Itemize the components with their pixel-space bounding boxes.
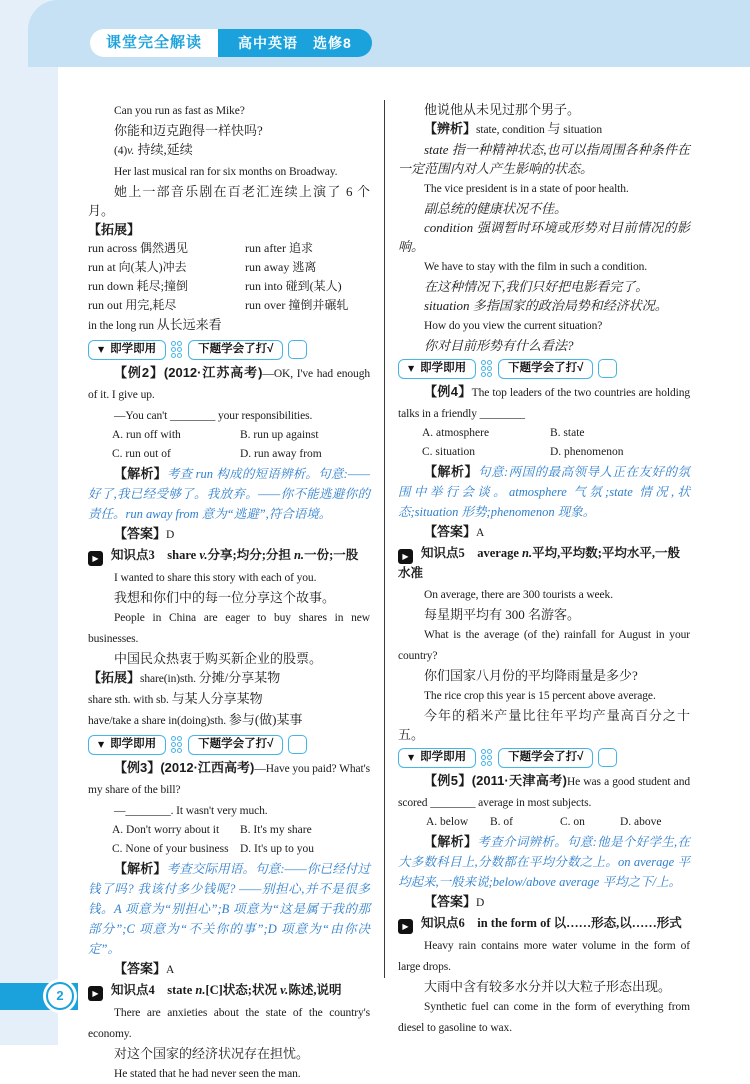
badge-series-title: 课堂完全解读 (90, 29, 218, 57)
text-segment: 【例2】(2012·江苏高考) (114, 365, 263, 380)
badge-subject-title: 高中英语 选修8 (218, 29, 372, 57)
perforation-dots-icon (481, 360, 493, 378)
play-icon: ▶ (398, 919, 413, 934)
banner-check-label: 下题学会了打√ (188, 340, 283, 360)
text-segment: 【答案】 (114, 526, 167, 541)
banner-prompt (88, 735, 166, 755)
text-segment: On average, there are 300 tourists a week. (424, 589, 613, 601)
text-segment: 你对目前形势有什么看法? (424, 338, 574, 353)
paragraph (88, 859, 370, 959)
paragraph (398, 771, 690, 813)
text-segment: share(in)sth. (140, 673, 199, 685)
paragraph (398, 605, 690, 624)
banner-prompt-label: 即学即用 (110, 343, 157, 355)
text-segment: There are anxieties about the state of the country's economy. (88, 1007, 370, 1040)
options-row (88, 445, 370, 464)
text-segment: —You can't ________ your responsibilities. (114, 410, 313, 422)
text-segment: 【辨析】 (424, 121, 477, 136)
options-row (88, 840, 370, 859)
paragraph (88, 1002, 370, 1044)
text-segment: 他说他从未见过那个男子。 (424, 102, 581, 117)
down-triangle-icon: ▼ (408, 364, 415, 373)
text-segment: 【解析】 (424, 464, 478, 479)
paragraph (88, 363, 370, 405)
phrase-pair-row (88, 296, 370, 315)
text-segment: D (166, 529, 175, 541)
text-segment: 知识点4 state (111, 983, 196, 997)
dot-icon (481, 755, 486, 760)
paragraph (398, 140, 690, 178)
left-margin-strip (0, 0, 58, 1045)
text-segment: People in China are eager to buy shares in new businesses. (88, 612, 370, 645)
text-segment: 我想和你们中的每一位分享这个故事。 (114, 590, 336, 605)
paragraph (88, 182, 370, 220)
play-icon: ▶ (398, 549, 413, 564)
dot-icon (171, 748, 176, 753)
banner-prompt-label: 即学即用 (110, 738, 157, 750)
paragraph (398, 277, 690, 296)
text-segment: We have to stay with the film in such a condition. (424, 261, 648, 273)
practice-checkbox[interactable] (598, 748, 617, 767)
text-segment: 对这个国家的经济状况存在担忧。 (114, 1046, 310, 1061)
paragraph (398, 624, 690, 666)
text-segment: 分摊/分享某物 (198, 670, 281, 685)
text-segment: n. (293, 548, 305, 562)
text-segment: 分享;均分;分担 (207, 548, 294, 562)
option-a: C. situation (422, 446, 476, 458)
option-b: B. run up against (240, 429, 319, 441)
practice-checkbox[interactable] (598, 359, 617, 378)
text-segment: condition 强调暂时环境或形势对目前情况的影响。 (398, 220, 690, 254)
paragraph (398, 522, 690, 543)
practice-banner (398, 747, 690, 768)
text-segment: 知识点5 average (421, 546, 523, 560)
paragraph (88, 758, 370, 800)
phrase-right: run into 碰到(某人) (245, 279, 342, 293)
text-segment: n. (195, 983, 206, 997)
paragraph (398, 462, 690, 522)
option-b: D. It's up to you (240, 843, 314, 855)
banner-prompt-label: 即学即用 (420, 751, 467, 763)
paragraph (398, 685, 690, 706)
paragraph (398, 256, 690, 277)
paragraph (398, 218, 690, 256)
play-icon: ▶ (88, 551, 103, 566)
paragraph (398, 977, 690, 996)
text-segment: 考查介词辨析。句意:他是个好学生,在大多数科目上,分数都在平均分数之上。on average 平均起来,一般来说;below/above average 平均之下/上。 (398, 835, 690, 889)
paragraph (88, 464, 370, 524)
paragraph (398, 832, 690, 892)
dot-icon (481, 372, 486, 377)
column-divider (384, 100, 385, 978)
text-segment: A (476, 527, 485, 539)
paragraph (398, 935, 690, 977)
phrase-pair-row (88, 277, 370, 296)
text-segment: 考查 run 构成的短语辨析。句意:——好了,我已经受够了。我放弃。——你不能逃避你的责任。run away from 意为“逃避”,符合语境。 (88, 467, 370, 521)
options-row (88, 821, 370, 840)
dot-icon (171, 742, 176, 747)
text-segment: 【例4】 (424, 384, 472, 399)
text-segment: 你能和迈克跑得一样快吗? (114, 123, 263, 138)
text-segment: 知识点3 share (111, 548, 200, 562)
right-column (398, 100, 690, 1038)
banner-prompt-label: 即学即用 (420, 362, 467, 374)
knowledge-point-heading (398, 544, 690, 583)
text-segment: 中国民众热衷于购买新企业的股票。 (114, 651, 323, 666)
banner-check-label: 下题学会了打√ (498, 748, 593, 768)
option-item: C. on (560, 816, 585, 828)
text-segment: 【拓展】 (88, 222, 141, 237)
paragraph (398, 199, 690, 218)
text-segment: 她上一部音乐剧在百老汇连续上演了 6 个月。 (88, 184, 370, 218)
dot-icon (481, 366, 486, 371)
paragraph (88, 710, 370, 731)
paragraph (88, 100, 370, 121)
text-segment: 【例5】(2011·天津高考) (424, 773, 567, 788)
banner-prompt (88, 340, 166, 360)
banner-prompt (398, 748, 476, 768)
phrase-pair-row (88, 258, 370, 277)
perforation-dots-icon (171, 736, 183, 754)
text-segment: v. (199, 548, 208, 562)
dot-icon (481, 749, 486, 754)
dot-icon (171, 736, 176, 741)
text-segment: —________. It wasn't very much. (114, 805, 268, 817)
text-segment: The top leaders of the two countries are holding talks in a friendly ________ (398, 387, 690, 420)
text-segment: 平均,平均数;平均水平,一般水准 (398, 546, 681, 580)
dot-icon (171, 353, 176, 358)
banner-check-label: 下题学会了打√ (188, 735, 283, 755)
paragraph (88, 1044, 370, 1063)
dot-icon (171, 347, 176, 352)
option-item: B. of (490, 816, 513, 828)
text-segment: (4) (114, 145, 128, 157)
paragraph (398, 315, 690, 336)
dot-icon (487, 755, 492, 760)
text-segment: 知识点6 in the form of (421, 916, 554, 930)
text-segment: state 指一种精神状态,也可以指周围各种条件在一定范围内对人产生影响的状态。 (398, 142, 690, 176)
knowledge-point-heading (88, 546, 370, 566)
text-segment: have/take a share in(doing)sth. (88, 715, 229, 727)
practice-banner (398, 358, 690, 379)
option-a: C. None of your business (112, 843, 229, 855)
text-segment: 持续,延续 (134, 142, 193, 157)
paragraph (88, 607, 370, 649)
phrase-left: run out 用完,耗尽 (88, 298, 177, 312)
banner-check-label: 下题学会了打√ (498, 359, 593, 379)
text-segment: 【答案】 (114, 961, 167, 976)
dot-icon (177, 353, 182, 358)
practice-checkbox[interactable] (288, 340, 307, 359)
paragraph (398, 382, 690, 424)
knowledge-point-heading (398, 914, 690, 934)
dot-icon (487, 366, 492, 371)
text-segment: —OK, I've had enough of it. I give up. (88, 368, 371, 401)
phrase-right: run over 撞倒并碾轧 (245, 298, 349, 312)
text-segment: 【解析】 (424, 834, 478, 849)
dot-icon (487, 749, 492, 754)
paragraph (88, 800, 370, 821)
dot-icon (481, 360, 486, 365)
paragraph (88, 405, 370, 426)
paragraph (88, 689, 370, 710)
text-segment: 在这种情况下,我们只好把电影看完了。 (424, 279, 649, 294)
paragraph (398, 892, 690, 913)
text-segment: 【答案】 (424, 524, 477, 539)
text-segment: 陈述,说明 (288, 983, 342, 997)
text-segment: 【解析】 (114, 466, 167, 481)
down-triangle-icon: ▼ (98, 345, 105, 354)
page-number: 2 (56, 988, 64, 1003)
options-row (398, 443, 690, 462)
option-b: B. state (550, 427, 585, 439)
text-segment: He was a good student and scored ________ average in most subjects. (398, 776, 690, 809)
text-segment: 副总统的健康状况不佳。 (424, 201, 568, 216)
down-triangle-icon: ▼ (408, 753, 415, 762)
paragraph (88, 668, 370, 689)
text-segment: 【解析】 (114, 861, 167, 876)
paragraph (398, 706, 690, 744)
option-item: D. above (620, 816, 662, 828)
options-row (398, 424, 690, 443)
option-a: C. run out of (112, 448, 171, 460)
left-column (88, 100, 370, 1084)
text-segment: v. (280, 983, 289, 997)
text-segment: Synthetic fuel can come in the form of everything from diesel to gasoline to wax. (398, 1001, 690, 1034)
option-b: D. run away from (240, 448, 322, 460)
text-segment: He stated that he had never seen the man. (114, 1068, 301, 1080)
dot-icon (177, 347, 182, 352)
dot-icon (487, 372, 492, 377)
text-segment: The rice crop this year is 15 percent above average. (424, 690, 656, 702)
dot-icon (177, 742, 182, 747)
paragraph (88, 959, 370, 980)
paragraph (88, 220, 370, 239)
text-segment: state, condition (476, 124, 548, 136)
text-segment: 大雨中含有较多水分并以大粒子形态出现。 (424, 979, 672, 994)
practice-checkbox[interactable] (288, 735, 307, 754)
text-segment: 你们国家八月份的平均降雨量是多少? (424, 668, 638, 683)
practice-banner (88, 734, 370, 755)
text-segment: —Have you paid? What's my share of the bill? (88, 763, 370, 796)
text-segment: 参与(做)某事 (228, 712, 303, 727)
option-a: A. run off with (112, 429, 181, 441)
paragraph (88, 315, 370, 336)
text-segment: What is the average (of the) rainfall for August in your country? (398, 629, 690, 662)
dot-icon (487, 761, 492, 766)
paragraph (398, 296, 690, 315)
dot-icon (177, 748, 182, 753)
option-b: D. phenomenon (550, 446, 624, 458)
paragraph (88, 588, 370, 607)
dot-icon (487, 360, 492, 365)
page-number-bar (0, 983, 78, 1010)
options-row (88, 426, 370, 445)
phrase-right: run away 逃离 (245, 260, 317, 274)
banner-prompt (398, 359, 476, 379)
option-b: B. It's my share (240, 824, 312, 836)
text-segment: The vice president is in a state of poor health. (424, 183, 629, 195)
dot-icon (177, 341, 182, 346)
play-icon: ▶ (88, 986, 103, 1001)
paragraph (88, 524, 370, 545)
paragraph (88, 140, 370, 161)
paragraph (88, 567, 370, 588)
text-segment: Can you run as fast as Mike? (114, 105, 245, 117)
options-row (398, 813, 690, 832)
option-a: A. atmosphere (422, 427, 490, 439)
phrase-left: run across 偶然遇见 (88, 241, 188, 255)
down-triangle-icon: ▼ (98, 740, 105, 749)
paragraph (398, 996, 690, 1038)
text-segment: 一份;一股 (304, 548, 359, 562)
text-segment: [C]状态;状况 (205, 983, 281, 997)
knowledge-point-heading (88, 981, 370, 1001)
paragraph (398, 336, 690, 355)
text-segment: Heavy rain contains more water volume in the form of large drops. (398, 940, 690, 973)
paragraph (398, 584, 690, 605)
dot-icon (177, 736, 182, 741)
option-item: A. below (426, 816, 469, 828)
practice-banner (88, 339, 370, 360)
perforation-dots-icon (171, 341, 183, 359)
dot-icon (481, 761, 486, 766)
paragraph (88, 121, 370, 140)
paragraph (398, 666, 690, 685)
text-segment: in the long run (88, 320, 157, 332)
paragraph (398, 178, 690, 199)
text-segment: situation (560, 124, 602, 136)
phrase-left: run at 向(某人)冲去 (88, 260, 187, 274)
text-segment: share sth. with sb. (88, 694, 172, 706)
book-badge (90, 29, 372, 57)
option-a: A. Don't worry about it (112, 824, 220, 836)
text-segment: 【拓展】 (88, 670, 141, 685)
text-segment: 考查交际用语。句意:——你已经付过钱了吗? 我该付多少钱呢? ——别担心,并不是很多钱。A 项意为“别担心”;B 项意为“这是属于我的那部分”;C 项意为“不关你的事”;D 项意为“由你决定”。 (88, 862, 370, 956)
text-segment: 以……形态,以……形式 (553, 916, 682, 930)
phrase-pair-row (88, 239, 370, 258)
text-segment: 与 (547, 121, 561, 136)
text-segment: D (476, 897, 485, 909)
perforation-dots-icon (481, 749, 493, 767)
text-segment: 句意:两国的最高领导人正在友好的氛围中举行会谈。atmosphere 气氛;state 情况,状态;situation 形势;phenomenon 现象。 (398, 465, 690, 519)
dot-icon (171, 341, 176, 346)
text-segment: Her last musical ran for six months on Broadway. (114, 166, 338, 178)
text-segment: v. (127, 145, 135, 157)
page-number-badge (46, 982, 74, 1010)
text-segment: 从长远来看 (156, 317, 222, 332)
text-segment: 【例3】(2012·江西高考) (114, 760, 255, 775)
text-segment: 每星期平均有 300 名游客。 (424, 607, 581, 622)
text-segment: A (166, 964, 175, 976)
text-segment: 【答案】 (424, 894, 477, 909)
text-segment: How do you view the current situation? (424, 320, 603, 332)
paragraph (398, 100, 690, 119)
text-segment: 今年的稻米产量比往年平均产量高百分之十五。 (398, 708, 690, 742)
text-segment: I wanted to share this story with each of you. (114, 572, 317, 584)
paragraph (88, 161, 370, 182)
text-segment: 与某人分享某物 (171, 691, 263, 706)
phrase-left: run down 耗尽;撞倒 (88, 279, 188, 293)
text-segment: n. (522, 546, 533, 560)
phrase-right: run after 追求 (245, 241, 313, 255)
paragraph (398, 119, 690, 140)
paragraph (88, 649, 370, 668)
paragraph (88, 1063, 370, 1084)
text-segment: situation 多指国家的政治局势和经济状况。 (424, 298, 668, 313)
